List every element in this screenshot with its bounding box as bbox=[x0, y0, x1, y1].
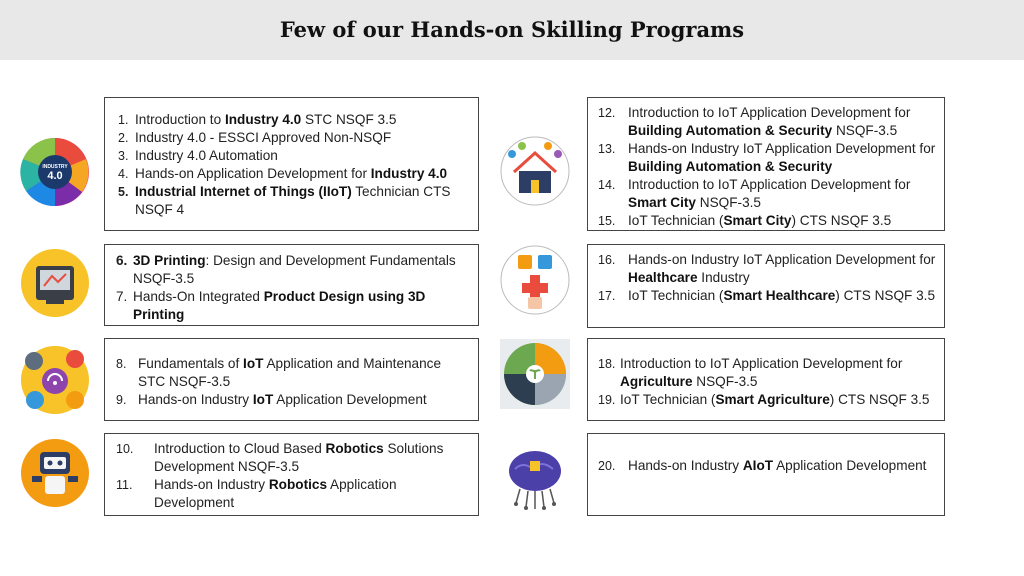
program-title-text: STC NSQF 3.5 bbox=[301, 112, 397, 127]
program-title-text: Hands-On Integrated bbox=[133, 289, 264, 304]
program-item bbox=[118, 129, 466, 147]
program-item bbox=[598, 287, 936, 305]
program-title-text: Solutions Development NSQF-3.5 bbox=[154, 441, 444, 474]
program-title-text: Introduction to Cloud Based bbox=[154, 441, 326, 456]
program-item bbox=[598, 355, 936, 391]
program-title-text: : Design and Development Fundamentals NSQF-3.5 bbox=[133, 253, 456, 286]
program-number: 20. bbox=[598, 459, 616, 473]
aiot-programs-box bbox=[587, 433, 945, 516]
program-title-text: ) CTS NSQF 3.5 bbox=[791, 213, 892, 228]
program-item bbox=[598, 140, 936, 176]
program-title-highlight: Smart Agriculture bbox=[715, 392, 830, 407]
program-title bbox=[135, 148, 278, 163]
program-title-text: Application Development bbox=[773, 458, 927, 473]
program-title bbox=[620, 392, 929, 407]
industry-icon-label-big: 4.0 bbox=[47, 170, 63, 182]
program-number: 9. bbox=[116, 393, 127, 407]
program-title bbox=[628, 288, 935, 303]
program-item bbox=[118, 147, 466, 165]
program-title-text: IoT Technician ( bbox=[628, 213, 724, 228]
program-title-highlight: Building Automation & Security bbox=[628, 123, 833, 138]
building-smart-city-programs-list bbox=[598, 104, 936, 230]
program-title-text: Fundamentals of bbox=[138, 356, 244, 371]
program-title-highlight: Industrial Internet of Things (IIoT) bbox=[135, 184, 352, 199]
program-item bbox=[116, 391, 466, 409]
program-title bbox=[628, 252, 935, 285]
program-item bbox=[116, 440, 466, 476]
program-number: 12. bbox=[598, 106, 616, 120]
program-title-text: NSQF-3.5 bbox=[692, 374, 758, 389]
program-title bbox=[133, 253, 456, 286]
robotics-programs-list bbox=[116, 440, 466, 512]
program-title-highlight: Smart City bbox=[628, 195, 696, 210]
program-title bbox=[135, 112, 396, 127]
program-title-text: IoT Technician ( bbox=[620, 392, 716, 407]
program-number: 18. bbox=[598, 357, 616, 371]
3d-printer-icon bbox=[20, 248, 90, 318]
program-title-text: Application Development bbox=[273, 392, 427, 407]
program-item bbox=[598, 391, 936, 409]
robot-icon bbox=[20, 438, 90, 508]
program-item bbox=[598, 176, 936, 212]
page-title: Few of our Hands-on Skilling Programs bbox=[279, 17, 745, 42]
industry-programs-box bbox=[104, 97, 479, 231]
program-number: 17. bbox=[598, 289, 616, 303]
program-item bbox=[116, 355, 466, 391]
program-title bbox=[138, 392, 427, 407]
3d-printing-programs-box bbox=[104, 244, 479, 326]
program-title-text: Introduction to IoT Application Development for bbox=[628, 105, 911, 120]
agriculture-programs-box bbox=[587, 338, 945, 421]
program-title-highlight: Smart Healthcare bbox=[723, 288, 836, 303]
program-title-highlight: IoT bbox=[252, 392, 274, 407]
program-title-text: Hands-on Industry IoT Application Development for bbox=[628, 252, 936, 267]
program-title-text: NSQF-3.5 bbox=[696, 195, 761, 210]
program-title-highlight: Industry 4.0 bbox=[370, 166, 448, 181]
program-title-highlight: Healthcare bbox=[628, 270, 698, 285]
smart-healthcare-icon bbox=[500, 245, 570, 315]
program-title bbox=[628, 141, 935, 174]
industry-icon-label-top: INDUSTRY bbox=[42, 164, 68, 170]
agriculture-programs-list bbox=[598, 355, 936, 409]
program-title bbox=[135, 184, 450, 217]
program-number: 15. bbox=[598, 214, 616, 228]
program-title bbox=[154, 441, 443, 474]
program-item bbox=[118, 111, 466, 129]
program-title-text: IoT Technician ( bbox=[628, 288, 724, 303]
program-title bbox=[135, 130, 391, 145]
program-title-text: Application and Maintenance STC NSQF-3.5 bbox=[138, 356, 442, 389]
program-title-text: ) CTS NSQF 3.5 bbox=[829, 392, 930, 407]
program-title-text: Application Development bbox=[154, 477, 397, 510]
program-number: 16. bbox=[598, 253, 616, 267]
industry-programs-list bbox=[118, 111, 466, 219]
iot-programs-list bbox=[116, 355, 466, 409]
program-title-highlight: Agriculture bbox=[620, 374, 693, 389]
program-title-text: Introduction to bbox=[135, 112, 225, 127]
program-title bbox=[138, 356, 441, 389]
program-item bbox=[598, 104, 936, 140]
program-title-text: Technician CTS NSQF 4 bbox=[135, 184, 451, 217]
program-number: 6. bbox=[116, 253, 128, 268]
program-item bbox=[116, 288, 466, 324]
program-title-text: Hands-on Industry IoT Application Development for bbox=[628, 141, 936, 156]
3d-printing-programs-list bbox=[116, 252, 466, 324]
program-number: 14. bbox=[598, 178, 616, 192]
program-title-text: Industry 4.0 Automation bbox=[135, 148, 278, 163]
program-title-text: Industry 4.0 - ESSCI Approved Non-NSQF bbox=[135, 130, 392, 145]
program-item bbox=[116, 476, 466, 512]
program-item bbox=[598, 212, 936, 230]
industry-4-0-icon bbox=[20, 137, 90, 207]
aiot-programs-list bbox=[598, 457, 936, 475]
program-title-text: Industry bbox=[697, 270, 750, 285]
program-item bbox=[118, 165, 466, 183]
program-title bbox=[620, 356, 902, 389]
building-smart-city-programs-box bbox=[587, 97, 945, 231]
program-title-text: NSQF-3.5 bbox=[832, 123, 898, 138]
program-number: 10. bbox=[116, 442, 134, 456]
program-title bbox=[154, 477, 397, 510]
program-title-highlight: IoT bbox=[243, 356, 264, 371]
program-number: 4. bbox=[118, 167, 129, 181]
program-number: 1. bbox=[118, 113, 129, 127]
program-number: 7. bbox=[116, 289, 128, 304]
program-title-text: ) CTS NSQF 3.5 bbox=[835, 288, 935, 303]
robotics-programs-box bbox=[104, 433, 479, 516]
program-title-highlight: Product Design using 3D Printing bbox=[133, 289, 426, 322]
program-number: 19. bbox=[598, 393, 616, 407]
iot-devices-icon bbox=[20, 345, 90, 415]
program-title-highlight: Robotics bbox=[268, 477, 328, 492]
program-number: 2. bbox=[118, 131, 129, 145]
program-title-highlight: Industry 4.0 bbox=[224, 112, 302, 127]
program-number: 13. bbox=[598, 142, 616, 156]
program-number: 8. bbox=[116, 357, 127, 371]
program-number: 11. bbox=[116, 478, 133, 492]
program-title-text: Introduction to IoT Application Development for bbox=[620, 356, 903, 371]
program-title-text: Hands-on Application Development for bbox=[135, 166, 371, 181]
ai-brain-chip-icon bbox=[500, 441, 570, 511]
healthcare-programs-list bbox=[598, 251, 936, 305]
program-title bbox=[628, 105, 910, 138]
program-title-text: Introduction to IoT Application Development for bbox=[628, 177, 911, 192]
smart-building-icon bbox=[500, 136, 570, 206]
program-item bbox=[598, 251, 936, 287]
program-title-highlight: 3D Printing bbox=[133, 253, 206, 268]
program-title-text: Hands-on Industry bbox=[628, 458, 743, 473]
program-title-highlight: Smart City bbox=[723, 213, 792, 228]
program-title bbox=[628, 177, 910, 210]
program-title-highlight: AIoT bbox=[742, 458, 774, 473]
program-number: 5. bbox=[118, 185, 129, 199]
program-item bbox=[118, 183, 466, 219]
program-title-highlight: Robotics bbox=[325, 441, 384, 456]
program-title bbox=[628, 458, 926, 473]
program-title bbox=[133, 289, 425, 322]
program-title-text: Hands-on Industry bbox=[154, 477, 269, 492]
program-number: 3. bbox=[118, 149, 129, 163]
program-item bbox=[116, 252, 466, 288]
healthcare-programs-box bbox=[587, 244, 945, 328]
program-title-highlight: Building Automation & Security bbox=[628, 159, 833, 174]
program-title bbox=[135, 166, 447, 181]
program-title bbox=[628, 213, 891, 228]
program-item bbox=[598, 457, 936, 475]
smart-agriculture-icon bbox=[500, 339, 570, 409]
iot-programs-box bbox=[104, 338, 479, 421]
program-title-text: Hands-on Industry bbox=[138, 392, 253, 407]
